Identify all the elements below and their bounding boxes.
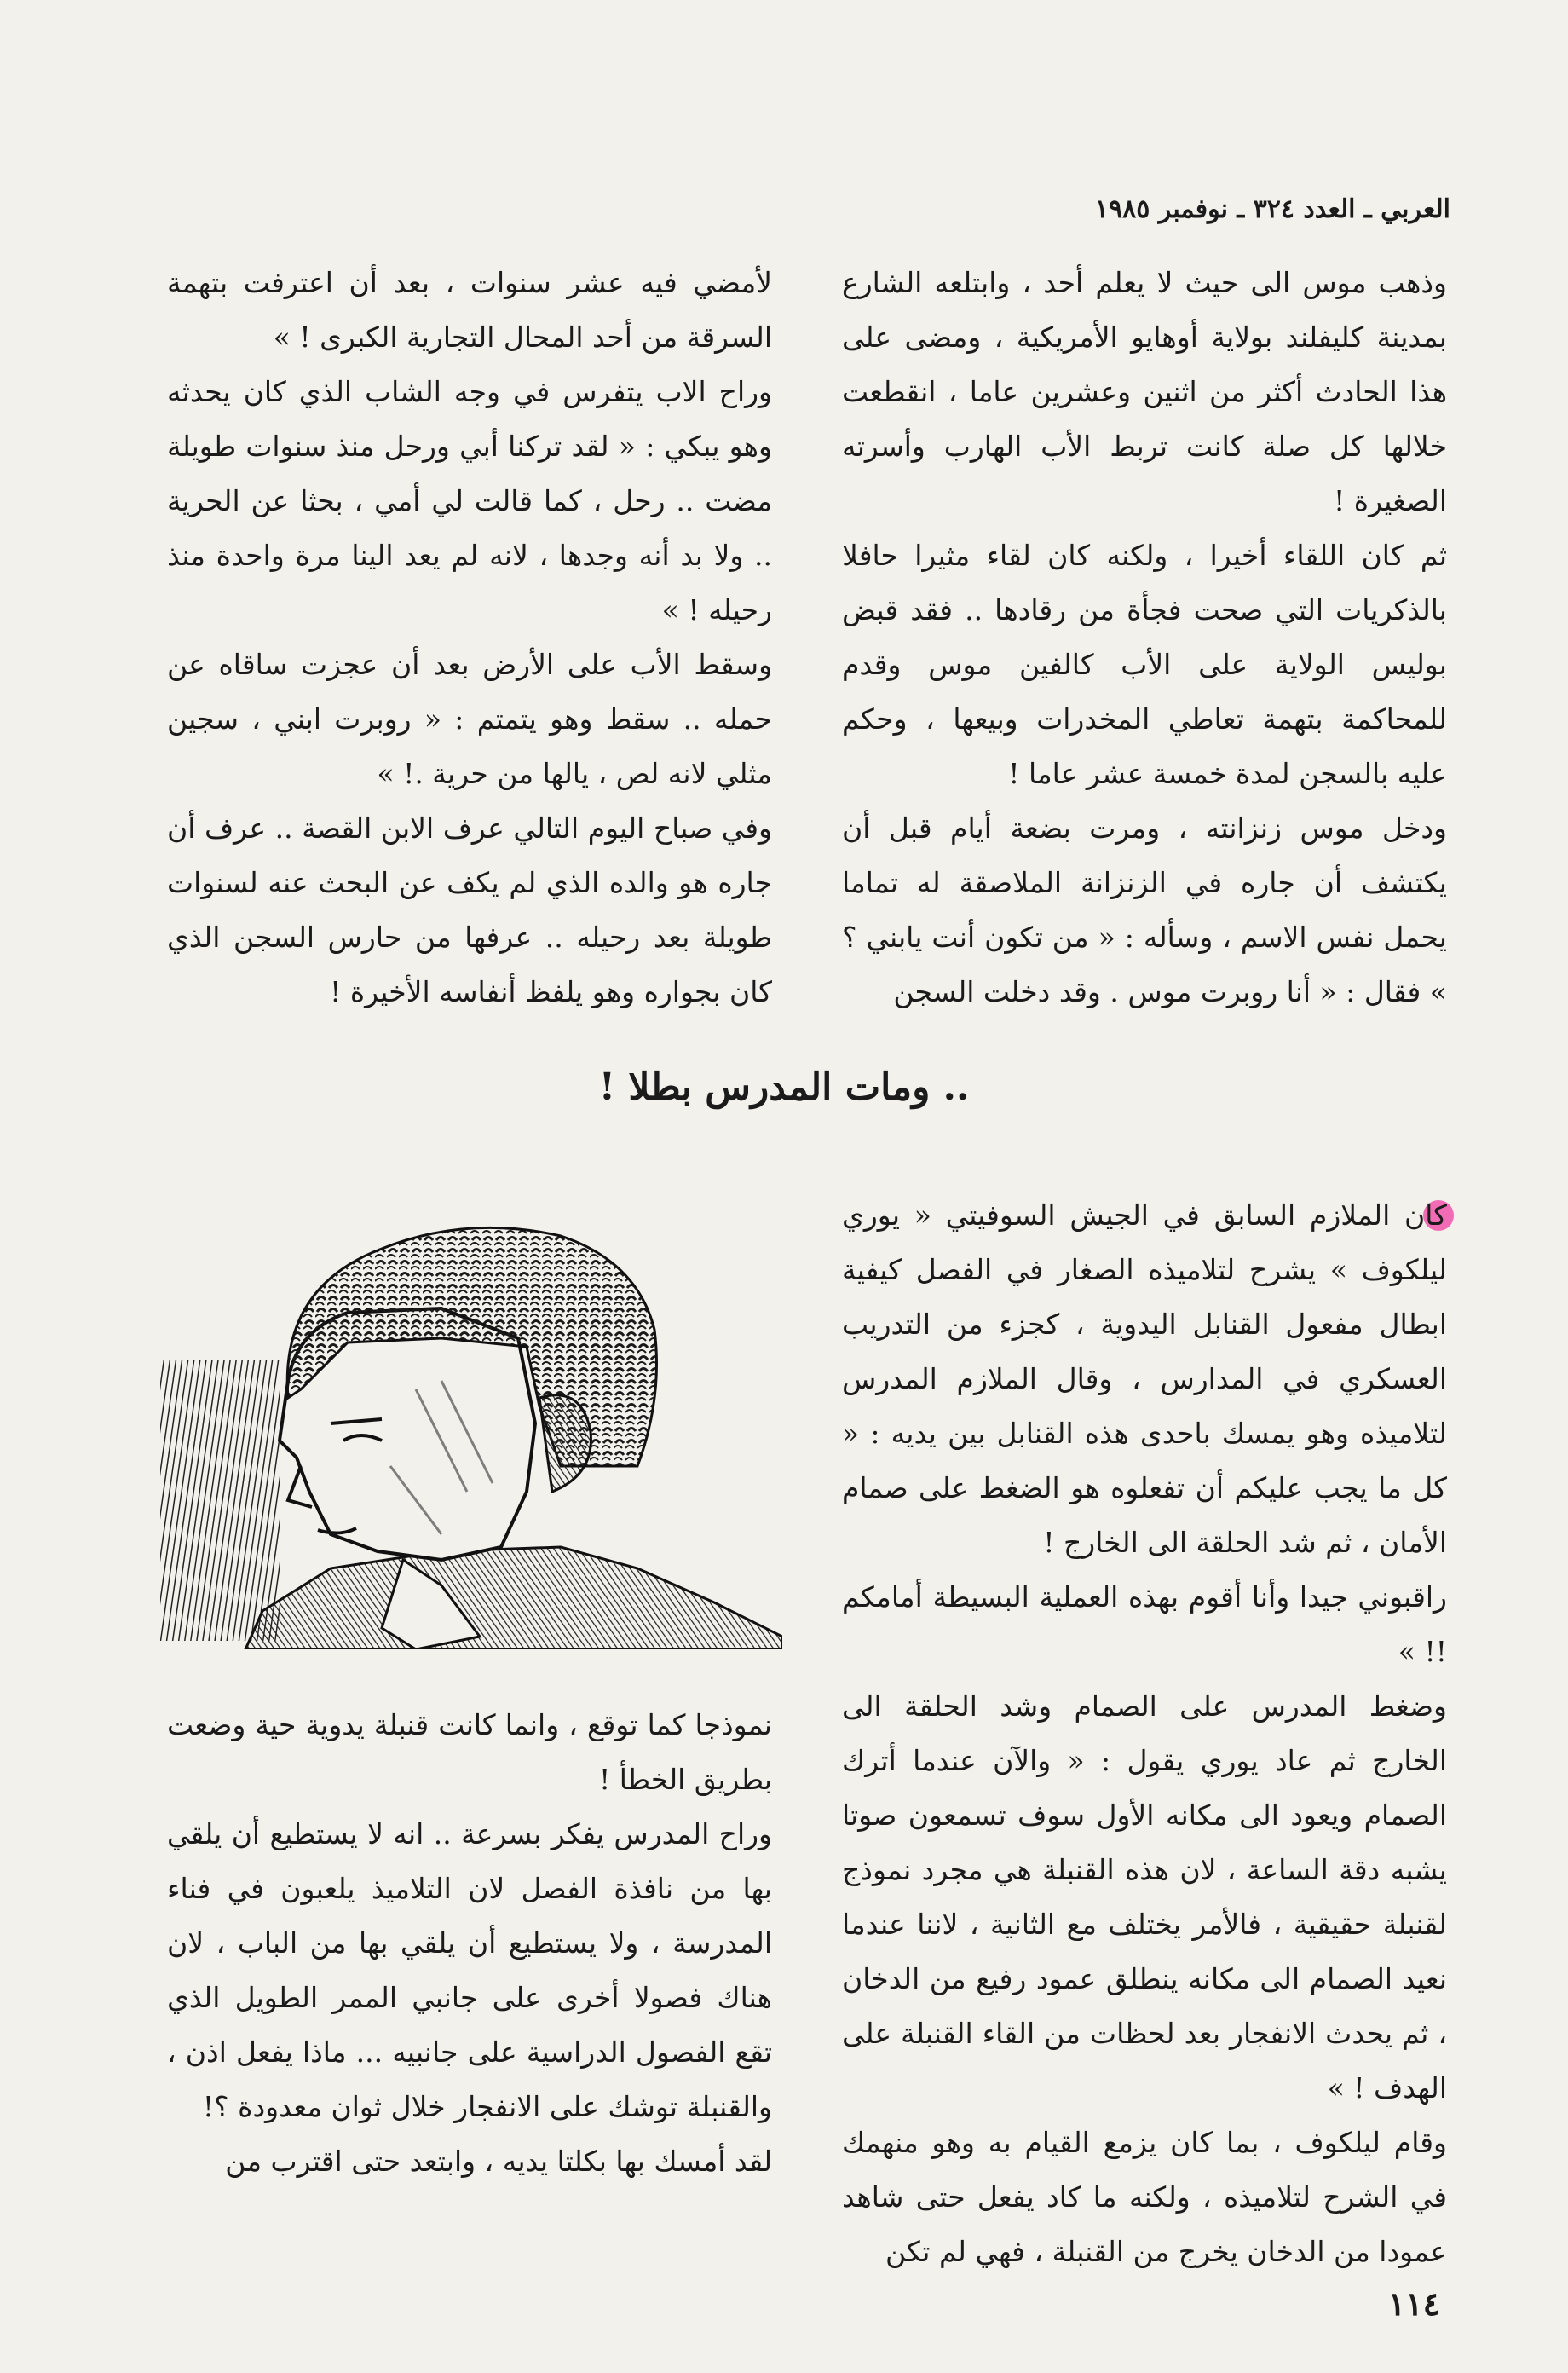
article-one-right-column [842,256,1447,1019]
paragraph: وذهب موس الى حيث لا يعلم أحد ، وابتلعه الشارع بمدينة كليفلند بولاية أوهايو الأمريكية ، ومضى على هذا الحادث أكثر من اثنين وعشرين عاما ، انقطعت خلالها كل صلة كانت تربط الأب الهارب وأسرته الصغيرة ! [842,266,1447,517]
paragraph: وراح المدرس يفكر بسرعة .. انه لا يستطيع أن يلقي بها من نافذة الفصل لان التلاميذ يلعبون في فناء المدرسة ، ولا يستطيع أن يلقي بها من الباب ، لان هناك فصولا أخرى على جانبي الممر الطويل الذي تقع الفصول الدراسية على جانبيه ... ماذا يفعل اذن ، والقنبلة توشك على الانفجار خلال ثوان معدودة ؟! [167,1817,772,2123]
paragraph: كان الملازم السابق في الجيش السوفيتي « يوري ليلكوف » يشرح لتلاميذه الصغار في الفصل كيفية ابطال مفعول القنابل اليدوية ، كجزء من التدريب العسكري في المدارس ، وقال الملازم المدرس لتلاميذه وهو يمسك باحدى هذه القنابل بين يديه : « كل ما يجب عليكم أن تفعلوه هو الضغط على صمام الأمان ، ثم شد الحلقة الى الخارج ! [842,1198,1447,1559]
paragraph: ودخل موس زنزانته ، ومرت بضعة أيام قبل أن يكتشف أن جاره في الزنزانة الملاصقة له تماما يحمل نفس الاسم ، وسأله : « من تكون أنت يابني ؟ » فقال : « أنا روبرت موس . وقد دخلت السجن [842,811,1447,1008]
paragraph: وضغط المدرس على الصمام وشد الحلقة الى الخارج ثم عاد يوري يقول : « والآن عندما أترك الصمام ويعود الى مكانه الأول سوف تسمعون صوتا يشبه دقة الساعة ، لان هذه القنبلة هي مجرد نموذج لقنبلة حقيقية ، فالأمر يختلف مع الثانية ، لاننا عندما نعيد الصمام الى مكانه ينطلق عمود رفيع من الدخان ، ثم يحدث الانفجار بعد لحظات من القاء القنبلة على الهدف ! » [842,1689,1447,2105]
paragraph: لقد أمسك بها بكلتا يديه ، وابتعد حتى اقترب من [225,2145,772,2178]
paragraph: نموذجا كما توقع ، وانما كانت قنبلة يدوية حية وضعت بطريق الخطأ ! [167,1708,772,1796]
article-two-title: .. ومات المدرس بطلا ! [598,1065,970,1109]
article-two-left-column [167,1698,772,2189]
paragraph: لأمضي فيه عشر سنوات ، بعد أن اعترفت بتهمة السرقة من أحد المحال التجارية الكبرى ! » [167,266,772,354]
running-header: العربي ـ العدد ٣٢٤ ـ نوفمبر ١٩٨٥ [1094,194,1450,224]
paragraph: وراح الاب يتفرس في وجه الشاب الذي كان يحدثه وهو يبكي : « لقد تركنا أبي ورحل منذ سنوات طويلة مضت .. رحل ، كما قالت لي أمي ، بحثا عن الحرية .. ولا بد أنه وجدها ، لانه لم يعد الينا مرة واحدة منذ رحيله ! » [167,375,772,626]
paragraph: وقام ليلكوف ، بما كان يزمع القيام به وهو منهمك في الشرح لتلاميذه ، ولكنه ما كاد يفعل حتى شاهد عمودا من الدخان يخرج من القنبلة ، فهي لم تكن [842,2126,1447,2268]
portrait-illustration [160,1210,782,1649]
article-two-right-column [842,1188,1447,2279]
paragraph: وسقط الأب على الأرض بعد أن عجزت ساقاه عن حمله .. سقط وهو يتمتم : « روبرت ابني ، سجين مثلي لانه لص ، يالها من حرية .! » [167,648,772,790]
page-number: ١١٤ [1387,2284,1440,2323]
paragraph: وفي صباح اليوم التالي عرف الابن القصة .. عرف أن جاره هو والده الذي لم يكف عن البحث عنه لسنوات طويلة بعد رحيله .. عرفها من حارس السجن الذي كان بجواره وهو يلفظ أنفاسه الأخيرة ! [167,811,772,1008]
paragraph: راقبوني جيدا وأنا أقوم بهذه العملية البسيطة أمامكم !! » [842,1580,1447,1668]
paragraph: ثم كان اللقاء أخيرا ، ولكنه كان لقاء مثيرا حافلا بالذكريات التي صحت فجأة من رقادها .. فقد قبض بوليس الولاية على الأب كالفين موس وقدم للمحاكمة بتهمة تعاطي المخدرات وبيعها ، وحكم عليه بالسجن لمدة خمسة عشر عاما ! [842,539,1447,790]
article-one-left-column [167,256,772,1019]
